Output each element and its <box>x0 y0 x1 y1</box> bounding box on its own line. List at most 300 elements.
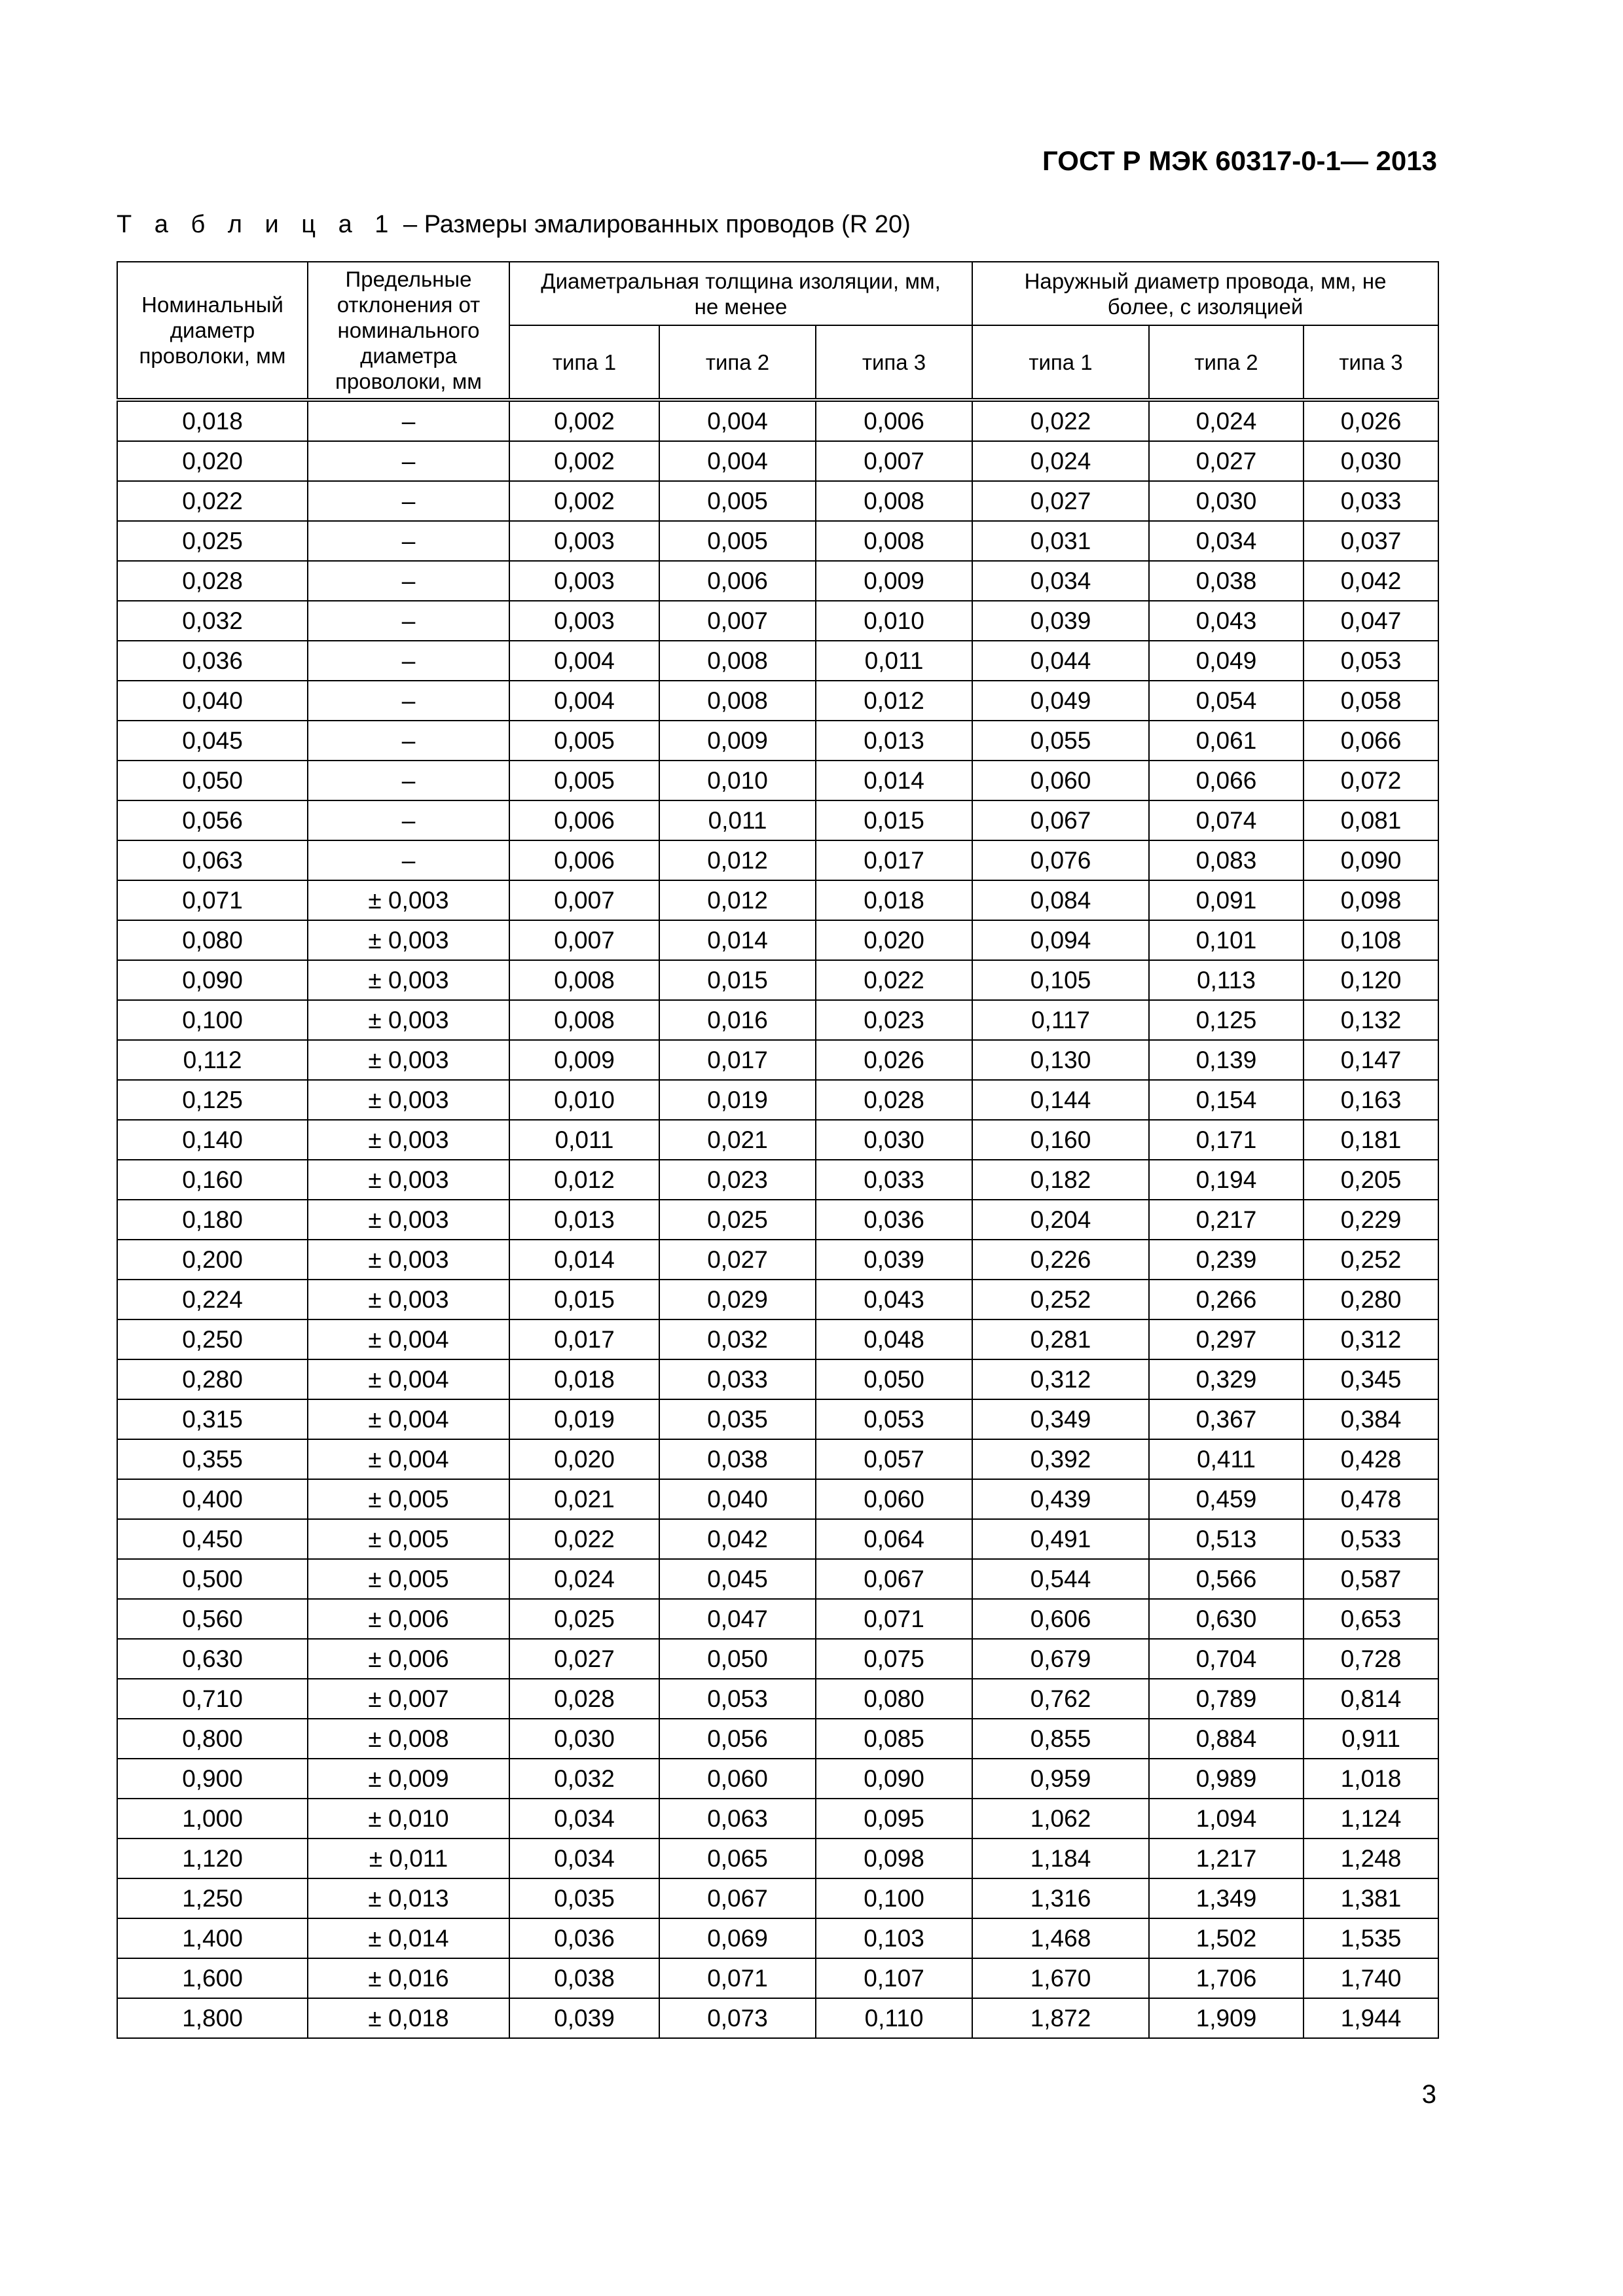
cell-outer-grade-3: 0,058 <box>1304 681 1438 721</box>
cell-outer-grade-2: 0,049 <box>1149 641 1304 681</box>
cell-deviation: – <box>308 481 509 521</box>
cell-outer-grade-3: 0,066 <box>1304 721 1438 761</box>
cell-insulation-grade-3: 0,036 <box>816 1200 972 1240</box>
cell-outer-grade-2: 0,034 <box>1149 521 1304 561</box>
table-row <box>117 1080 1438 1120</box>
table-row <box>117 1719 1438 1759</box>
table-body <box>117 400 1438 2038</box>
table-row <box>117 1839 1438 1878</box>
cell-outer-grade-2: 0,061 <box>1149 721 1304 761</box>
cell-outer-grade-1: 0,044 <box>972 641 1149 681</box>
table-row <box>117 960 1438 1000</box>
cell-outer-grade-1: 0,024 <box>972 441 1149 481</box>
cell-deviation: – <box>308 561 509 601</box>
cell-insulation-grade-2: 0,010 <box>659 761 816 800</box>
cell-insulation-grade-2: 0,047 <box>659 1599 816 1639</box>
table-row <box>117 1918 1438 1958</box>
cell-deviation: – <box>308 681 509 721</box>
cell-insulation-grade-3: 0,064 <box>816 1519 972 1559</box>
header-outer-diameter: Наружный диаметр провода, мм, не более, с изоляцией <box>972 262 1438 325</box>
cell-outer-grade-1: 0,060 <box>972 761 1149 800</box>
cell-nominal-diameter: 0,200 <box>117 1240 308 1280</box>
table-row <box>117 1479 1438 1519</box>
cell-insulation-grade-2: 0,060 <box>659 1759 816 1799</box>
cell-insulation-grade-3: 0,075 <box>816 1639 972 1679</box>
cell-deviation: ± 0,003 <box>308 880 509 920</box>
header-insulation-grade-3: типа 3 <box>816 325 972 400</box>
cell-outer-grade-2: 0,074 <box>1149 800 1304 840</box>
cell-outer-grade-3: 0,653 <box>1304 1599 1438 1639</box>
cell-insulation-grade-3: 0,048 <box>816 1319 972 1359</box>
cell-deviation: ± 0,004 <box>308 1439 509 1479</box>
cell-insulation-grade-3: 0,033 <box>816 1160 972 1200</box>
cell-insulation-grade-2: 0,032 <box>659 1319 816 1359</box>
cell-outer-grade-2: 0,139 <box>1149 1040 1304 1080</box>
cell-deviation: ± 0,003 <box>308 1280 509 1319</box>
cell-outer-grade-3: 0,053 <box>1304 641 1438 681</box>
cell-insulation-grade-1: 0,002 <box>509 441 659 481</box>
table-row <box>117 1280 1438 1319</box>
cell-outer-grade-2: 0,054 <box>1149 681 1304 721</box>
cell-insulation-grade-3: 0,015 <box>816 800 972 840</box>
cell-insulation-grade-1: 0,005 <box>509 721 659 761</box>
cell-deviation: ± 0,003 <box>308 1000 509 1040</box>
table-row <box>117 1639 1438 1679</box>
cell-insulation-grade-1: 0,004 <box>509 681 659 721</box>
cell-nominal-diameter: 0,032 <box>117 601 308 641</box>
cell-nominal-diameter: 0,100 <box>117 1000 308 1040</box>
cell-nominal-diameter: 1,250 <box>117 1878 308 1918</box>
cell-nominal-diameter: 0,063 <box>117 840 308 880</box>
cell-insulation-grade-3: 0,028 <box>816 1080 972 1120</box>
cell-deviation: ± 0,004 <box>308 1399 509 1439</box>
cell-deviation: ± 0,006 <box>308 1639 509 1679</box>
cell-outer-grade-2: 0,884 <box>1149 1719 1304 1759</box>
cell-outer-grade-1: 0,204 <box>972 1200 1149 1240</box>
cell-outer-grade-2: 0,266 <box>1149 1280 1304 1319</box>
wire-dimensions-table <box>117 261 1439 2039</box>
cell-outer-grade-2: 1,502 <box>1149 1918 1304 1958</box>
page-number: 3 <box>1421 2080 1436 2109</box>
cell-nominal-diameter: 0,400 <box>117 1479 308 1519</box>
cell-insulation-grade-1: 0,012 <box>509 1160 659 1200</box>
cell-deviation: – <box>308 521 509 561</box>
cell-insulation-grade-2: 0,019 <box>659 1080 816 1120</box>
cell-deviation: ± 0,010 <box>308 1799 509 1839</box>
cell-insulation-grade-1: 0,006 <box>509 800 659 840</box>
cell-outer-grade-2: 0,194 <box>1149 1160 1304 1200</box>
cell-outer-grade-2: 0,704 <box>1149 1639 1304 1679</box>
cell-outer-grade-2: 0,101 <box>1149 920 1304 960</box>
cell-outer-grade-1: 0,130 <box>972 1040 1149 1080</box>
cell-insulation-grade-2: 0,004 <box>659 441 816 481</box>
cell-insulation-grade-2: 0,005 <box>659 481 816 521</box>
cell-deviation: – <box>308 641 509 681</box>
cell-outer-grade-2: 0,043 <box>1149 601 1304 641</box>
cell-insulation-grade-2: 0,016 <box>659 1000 816 1040</box>
table-row <box>117 521 1438 561</box>
table-row <box>117 1160 1438 1200</box>
cell-insulation-grade-1: 0,039 <box>509 1998 659 2038</box>
cell-deviation: ± 0,013 <box>308 1878 509 1918</box>
table-row <box>117 1200 1438 1240</box>
cell-insulation-grade-3: 0,110 <box>816 1998 972 2038</box>
cell-outer-grade-1: 0,252 <box>972 1280 1149 1319</box>
cell-insulation-grade-2: 0,067 <box>659 1878 816 1918</box>
cell-outer-grade-2: 0,066 <box>1149 761 1304 800</box>
table-row <box>117 441 1438 481</box>
cell-insulation-grade-2: 0,027 <box>659 1240 816 1280</box>
cell-insulation-grade-1: 0,002 <box>509 481 659 521</box>
header-insulation-thickness: Диаметральная толщина изоляции, мм, не менее <box>509 262 972 325</box>
cell-insulation-grade-3: 0,007 <box>816 441 972 481</box>
cell-outer-grade-2: 0,566 <box>1149 1559 1304 1599</box>
cell-nominal-diameter: 0,355 <box>117 1439 308 1479</box>
cell-outer-grade-1: 0,076 <box>972 840 1149 880</box>
cell-insulation-grade-3: 0,017 <box>816 840 972 880</box>
cell-outer-grade-2: 1,094 <box>1149 1799 1304 1839</box>
cell-outer-grade-1: 0,055 <box>972 721 1149 761</box>
cell-nominal-diameter: 0,080 <box>117 920 308 960</box>
cell-insulation-grade-3: 0,030 <box>816 1120 972 1160</box>
cell-outer-grade-3: 0,098 <box>1304 880 1438 920</box>
cell-nominal-diameter: 0,900 <box>117 1759 308 1799</box>
cell-insulation-grade-3: 0,080 <box>816 1679 972 1719</box>
table-row <box>117 800 1438 840</box>
cell-deviation: – <box>308 441 509 481</box>
cell-insulation-grade-1: 0,015 <box>509 1280 659 1319</box>
cell-insulation-grade-2: 0,021 <box>659 1120 816 1160</box>
cell-outer-grade-3: 0,147 <box>1304 1040 1438 1080</box>
cell-insulation-grade-3: 0,022 <box>816 960 972 1000</box>
cell-outer-grade-2: 1,349 <box>1149 1878 1304 1918</box>
cell-insulation-grade-2: 0,053 <box>659 1679 816 1719</box>
cell-insulation-grade-1: 0,007 <box>509 880 659 920</box>
cell-outer-grade-2: 0,239 <box>1149 1240 1304 1280</box>
cell-insulation-grade-3: 0,013 <box>816 721 972 761</box>
cell-insulation-grade-3: 0,011 <box>816 641 972 681</box>
table-row <box>117 601 1438 641</box>
cell-insulation-grade-1: 0,020 <box>509 1439 659 1479</box>
cell-nominal-diameter: 0,090 <box>117 960 308 1000</box>
cell-insulation-grade-3: 0,050 <box>816 1359 972 1399</box>
cell-nominal-diameter: 0,071 <box>117 880 308 920</box>
header-outer-grade-2: типа 2 <box>1149 325 1304 400</box>
header-nominal-diameter: Номинальный диаметр проволоки, мм <box>117 262 308 400</box>
cell-insulation-grade-1: 0,008 <box>509 960 659 1000</box>
cell-deviation: ± 0,003 <box>308 1120 509 1160</box>
cell-deviation: ± 0,003 <box>308 920 509 960</box>
cell-outer-grade-2: 0,083 <box>1149 840 1304 880</box>
cell-insulation-grade-1: 0,003 <box>509 601 659 641</box>
cell-deviation: ± 0,003 <box>308 1160 509 1200</box>
table-row <box>117 1679 1438 1719</box>
table-row <box>117 1319 1438 1359</box>
cell-deviation: ± 0,004 <box>308 1319 509 1359</box>
cell-deviation: ± 0,005 <box>308 1519 509 1559</box>
cell-outer-grade-1: 0,084 <box>972 880 1149 920</box>
cell-insulation-grade-1: 0,021 <box>509 1479 659 1519</box>
cell-insulation-grade-3: 0,020 <box>816 920 972 960</box>
cell-insulation-grade-3: 0,006 <box>816 400 972 441</box>
cell-insulation-grade-1: 0,019 <box>509 1399 659 1439</box>
cell-outer-grade-3: 0,081 <box>1304 800 1438 840</box>
cell-insulation-grade-1: 0,034 <box>509 1839 659 1878</box>
cell-insulation-grade-1: 0,003 <box>509 561 659 601</box>
cell-insulation-grade-2: 0,063 <box>659 1799 816 1839</box>
cell-outer-grade-1: 0,067 <box>972 800 1149 840</box>
table-row <box>117 1359 1438 1399</box>
cell-nominal-diameter: 0,036 <box>117 641 308 681</box>
cell-outer-grade-3: 1,018 <box>1304 1759 1438 1799</box>
cell-deviation: ± 0,008 <box>308 1719 509 1759</box>
cell-insulation-grade-2: 0,017 <box>659 1040 816 1080</box>
cell-outer-grade-1: 1,316 <box>972 1878 1149 1918</box>
cell-insulation-grade-3: 0,095 <box>816 1799 972 1839</box>
table-row <box>117 1799 1438 1839</box>
cell-insulation-grade-3: 0,053 <box>816 1399 972 1439</box>
cell-outer-grade-3: 0,108 <box>1304 920 1438 960</box>
cell-outer-grade-2: 0,513 <box>1149 1519 1304 1559</box>
cell-outer-grade-2: 0,125 <box>1149 1000 1304 1040</box>
cell-outer-grade-3: 0,047 <box>1304 601 1438 641</box>
cell-outer-grade-2: 0,367 <box>1149 1399 1304 1439</box>
cell-deviation: ± 0,003 <box>308 1080 509 1120</box>
table-row <box>117 761 1438 800</box>
cell-insulation-grade-1: 0,002 <box>509 400 659 441</box>
cell-outer-grade-1: 0,281 <box>972 1319 1149 1359</box>
cell-insulation-grade-3: 0,008 <box>816 521 972 561</box>
cell-outer-grade-2: 1,217 <box>1149 1839 1304 1878</box>
cell-deviation: ± 0,007 <box>308 1679 509 1719</box>
cell-deviation: ± 0,005 <box>308 1559 509 1599</box>
cell-outer-grade-3: 0,042 <box>1304 561 1438 601</box>
cell-outer-grade-3: 0,478 <box>1304 1479 1438 1519</box>
cell-deviation: ± 0,003 <box>308 960 509 1000</box>
cell-outer-grade-3: 1,535 <box>1304 1918 1438 1958</box>
cell-outer-grade-3: 0,280 <box>1304 1280 1438 1319</box>
cell-outer-grade-3: 0,252 <box>1304 1240 1438 1280</box>
cell-outer-grade-1: 0,117 <box>972 1000 1149 1040</box>
table-row <box>117 1439 1438 1479</box>
cell-nominal-diameter: 0,125 <box>117 1080 308 1120</box>
cell-outer-grade-1: 0,312 <box>972 1359 1149 1399</box>
cell-outer-grade-3: 1,124 <box>1304 1799 1438 1839</box>
table-row <box>117 1998 1438 2038</box>
header-insulation-grade-1: типа 1 <box>509 325 659 400</box>
cell-outer-grade-1: 0,349 <box>972 1399 1149 1439</box>
cell-insulation-grade-2: 0,023 <box>659 1160 816 1200</box>
table-caption-text: – Размеры эмалированных проводов (R 20) <box>396 211 911 238</box>
cell-outer-grade-3: 0,132 <box>1304 1000 1438 1040</box>
cell-outer-grade-1: 0,544 <box>972 1559 1149 1599</box>
cell-insulation-grade-2: 0,038 <box>659 1439 816 1479</box>
cell-insulation-grade-1: 0,004 <box>509 641 659 681</box>
cell-nominal-diameter: 0,280 <box>117 1359 308 1399</box>
cell-insulation-grade-1: 0,027 <box>509 1639 659 1679</box>
cell-insulation-grade-1: 0,005 <box>509 761 659 800</box>
cell-outer-grade-1: 1,468 <box>972 1918 1149 1958</box>
cell-insulation-grade-3: 0,103 <box>816 1918 972 1958</box>
cell-outer-grade-3: 0,428 <box>1304 1439 1438 1479</box>
cell-deviation: ± 0,003 <box>308 1040 509 1080</box>
cell-insulation-grade-1: 0,032 <box>509 1759 659 1799</box>
cell-outer-grade-3: 0,533 <box>1304 1519 1438 1559</box>
cell-insulation-grade-2: 0,014 <box>659 920 816 960</box>
table-caption-prefix: Т а б л и ц а 1 <box>117 211 397 238</box>
cell-insulation-grade-3: 0,085 <box>816 1719 972 1759</box>
table-row <box>117 561 1438 601</box>
cell-outer-grade-1: 0,762 <box>972 1679 1149 1719</box>
cell-outer-grade-2: 1,706 <box>1149 1958 1304 1998</box>
cell-insulation-grade-3: 0,018 <box>816 880 972 920</box>
cell-outer-grade-3: 0,384 <box>1304 1399 1438 1439</box>
cell-outer-grade-2: 0,989 <box>1149 1759 1304 1799</box>
cell-insulation-grade-1: 0,009 <box>509 1040 659 1080</box>
header-deviation: Предельные отклонения от номинального диаметра проволоки, мм <box>308 262 509 400</box>
cell-deviation: ± 0,011 <box>308 1839 509 1878</box>
table-row <box>117 1120 1438 1160</box>
cell-insulation-grade-2: 0,025 <box>659 1200 816 1240</box>
cell-nominal-diameter: 1,800 <box>117 1998 308 2038</box>
cell-outer-grade-2: 0,091 <box>1149 880 1304 920</box>
cell-insulation-grade-1: 0,036 <box>509 1918 659 1958</box>
cell-outer-grade-2: 0,630 <box>1149 1599 1304 1639</box>
cell-insulation-grade-1: 0,022 <box>509 1519 659 1559</box>
table-caption <box>117 211 911 239</box>
cell-nominal-diameter: 0,018 <box>117 400 308 441</box>
cell-deviation: ± 0,003 <box>308 1240 509 1280</box>
cell-insulation-grade-1: 0,008 <box>509 1000 659 1040</box>
cell-insulation-grade-2: 0,009 <box>659 721 816 761</box>
cell-outer-grade-3: 0,814 <box>1304 1679 1438 1719</box>
cell-insulation-grade-2: 0,008 <box>659 641 816 681</box>
cell-deviation: – <box>308 800 509 840</box>
cell-outer-grade-1: 0,094 <box>972 920 1149 960</box>
cell-outer-grade-2: 0,038 <box>1149 561 1304 601</box>
cell-outer-grade-1: 0,039 <box>972 601 1149 641</box>
cell-nominal-diameter: 0,500 <box>117 1559 308 1599</box>
cell-insulation-grade-3: 0,008 <box>816 481 972 521</box>
cell-outer-grade-1: 0,105 <box>972 960 1149 1000</box>
cell-insulation-grade-2: 0,004 <box>659 400 816 441</box>
cell-deviation: ± 0,014 <box>308 1918 509 1958</box>
cell-insulation-grade-3: 0,012 <box>816 681 972 721</box>
header-outer-grade-1: типа 1 <box>972 325 1149 400</box>
cell-outer-grade-2: 0,297 <box>1149 1319 1304 1359</box>
cell-insulation-grade-2: 0,029 <box>659 1280 816 1319</box>
cell-insulation-grade-2: 0,056 <box>659 1719 816 1759</box>
table-row <box>117 721 1438 761</box>
table-row <box>117 1559 1438 1599</box>
cell-insulation-grade-3: 0,071 <box>816 1599 972 1639</box>
cell-outer-grade-1: 0,959 <box>972 1759 1149 1799</box>
cell-outer-grade-3: 0,037 <box>1304 521 1438 561</box>
cell-insulation-grade-1: 0,038 <box>509 1958 659 1998</box>
table-row <box>117 400 1438 441</box>
cell-insulation-grade-2: 0,045 <box>659 1559 816 1599</box>
header-row-1 <box>117 262 1438 325</box>
cell-outer-grade-2: 0,411 <box>1149 1439 1304 1479</box>
cell-insulation-grade-1: 0,014 <box>509 1240 659 1280</box>
cell-insulation-grade-2: 0,069 <box>659 1918 816 1958</box>
cell-outer-grade-3: 0,229 <box>1304 1200 1438 1240</box>
cell-insulation-grade-2: 0,042 <box>659 1519 816 1559</box>
cell-outer-grade-1: 0,491 <box>972 1519 1149 1559</box>
cell-insulation-grade-1: 0,007 <box>509 920 659 960</box>
cell-nominal-diameter: 0,250 <box>117 1319 308 1359</box>
table-row <box>117 681 1438 721</box>
cell-outer-grade-3: 0,181 <box>1304 1120 1438 1160</box>
cell-nominal-diameter: 1,400 <box>117 1918 308 1958</box>
table-head <box>117 262 1438 400</box>
cell-outer-grade-1: 0,439 <box>972 1479 1149 1519</box>
cell-outer-grade-3: 0,205 <box>1304 1160 1438 1200</box>
cell-deviation: ± 0,003 <box>308 1200 509 1240</box>
cell-nominal-diameter: 0,020 <box>117 441 308 481</box>
table-row <box>117 880 1438 920</box>
cell-outer-grade-3: 0,090 <box>1304 840 1438 880</box>
cell-nominal-diameter: 1,600 <box>117 1958 308 1998</box>
cell-outer-grade-3: 1,248 <box>1304 1839 1438 1878</box>
cell-insulation-grade-2: 0,007 <box>659 601 816 641</box>
cell-insulation-grade-3: 0,023 <box>816 1000 972 1040</box>
cell-nominal-diameter: 0,800 <box>117 1719 308 1759</box>
cell-insulation-grade-2: 0,015 <box>659 960 816 1000</box>
cell-insulation-grade-3: 0,100 <box>816 1878 972 1918</box>
cell-insulation-grade-2: 0,073 <box>659 1998 816 2038</box>
cell-outer-grade-1: 1,872 <box>972 1998 1149 2038</box>
document-number: ГОСТ Р МЭК 60317-0-1— 2013 <box>1042 145 1437 176</box>
table-row <box>117 1599 1438 1639</box>
cell-nominal-diameter: 1,000 <box>117 1799 308 1839</box>
cell-nominal-diameter: 0,040 <box>117 681 308 721</box>
cell-insulation-grade-3: 0,014 <box>816 761 972 800</box>
cell-insulation-grade-3: 0,043 <box>816 1280 972 1319</box>
cell-insulation-grade-1: 0,013 <box>509 1200 659 1240</box>
cell-insulation-grade-2: 0,065 <box>659 1839 816 1878</box>
cell-deviation: – <box>308 721 509 761</box>
cell-outer-grade-1: 0,182 <box>972 1160 1149 1200</box>
cell-nominal-diameter: 0,112 <box>117 1040 308 1080</box>
cell-outer-grade-3: 0,345 <box>1304 1359 1438 1399</box>
table-row <box>117 1519 1438 1559</box>
cell-insulation-grade-3: 0,039 <box>816 1240 972 1280</box>
cell-outer-grade-3: 0,312 <box>1304 1319 1438 1359</box>
cell-outer-grade-1: 0,679 <box>972 1639 1149 1679</box>
cell-outer-grade-1: 0,144 <box>972 1080 1149 1120</box>
table-row <box>117 1958 1438 1998</box>
table-row <box>117 1000 1438 1040</box>
cell-outer-grade-2: 0,459 <box>1149 1479 1304 1519</box>
cell-deviation: ± 0,004 <box>308 1359 509 1399</box>
cell-insulation-grade-1: 0,030 <box>509 1719 659 1759</box>
cell-insulation-grade-2: 0,005 <box>659 521 816 561</box>
table-row <box>117 840 1438 880</box>
cell-outer-grade-1: 0,855 <box>972 1719 1149 1759</box>
cell-outer-grade-1: 0,049 <box>972 681 1149 721</box>
table-row <box>117 641 1438 681</box>
cell-deviation: – <box>308 400 509 441</box>
cell-insulation-grade-1: 0,003 <box>509 521 659 561</box>
cell-outer-grade-2: 0,027 <box>1149 441 1304 481</box>
cell-outer-grade-2: 1,909 <box>1149 1998 1304 2038</box>
cell-outer-grade-1: 1,670 <box>972 1958 1149 1998</box>
cell-outer-grade-3: 0,120 <box>1304 960 1438 1000</box>
table-row <box>117 481 1438 521</box>
cell-nominal-diameter: 0,025 <box>117 521 308 561</box>
cell-nominal-diameter: 0,045 <box>117 721 308 761</box>
